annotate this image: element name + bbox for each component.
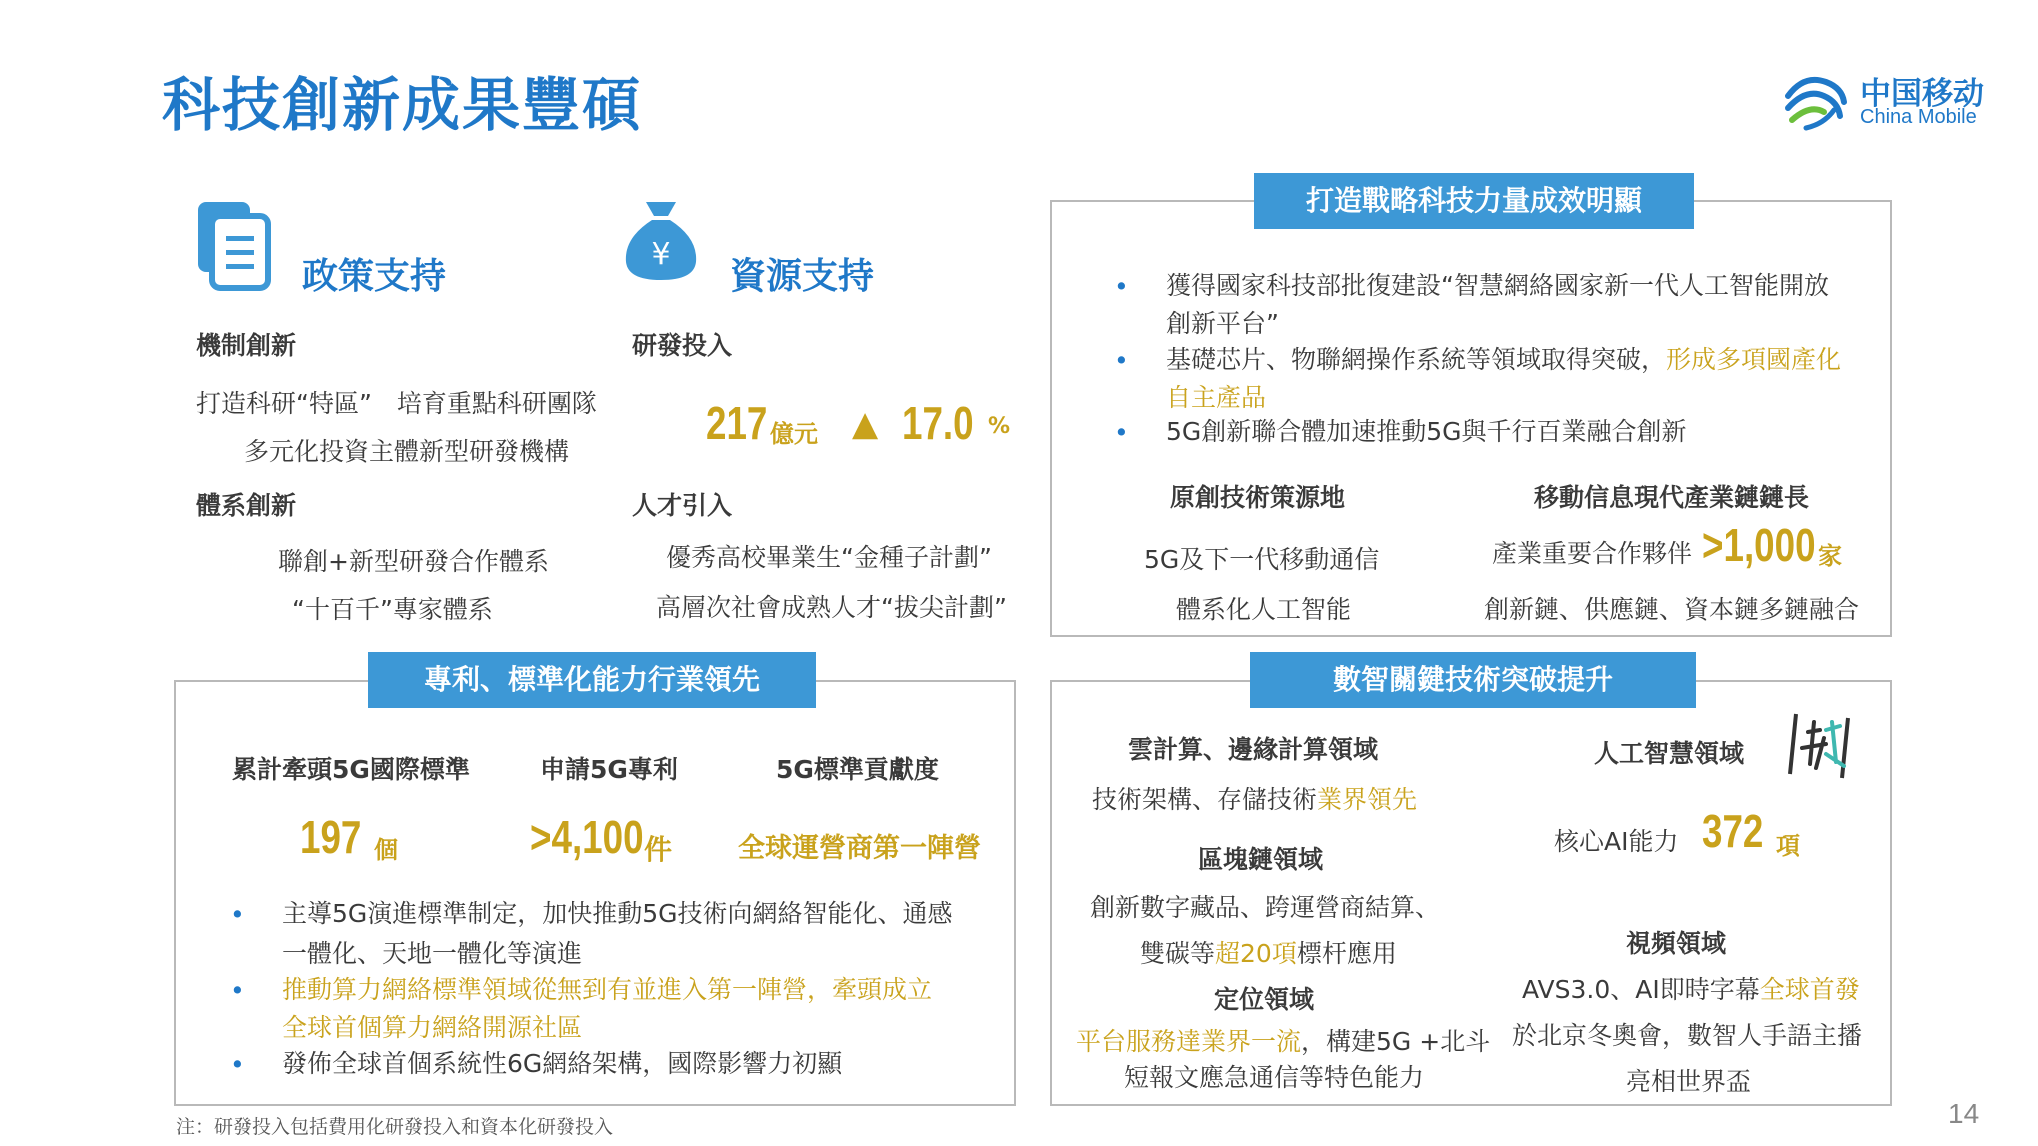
growth-value-group	[902, 396, 992, 450]
mechanism-line-2: 多元化投資主體新型研發機構	[244, 437, 570, 466]
ai-label: 核心AI能力	[1554, 827, 1679, 856]
strategy-bullet-2-line-1	[1166, 340, 1841, 376]
ai-value: 372	[1702, 805, 1764, 857]
patent-col1-title: 累計牽頭5G國際標準	[232, 755, 470, 784]
growth-unit: %	[988, 414, 1011, 439]
cloud-text-highlight: 業界領先	[1317, 785, 1418, 814]
position-line-1	[1076, 1022, 1490, 1058]
origin-title: 原創技術策源地	[1170, 483, 1346, 512]
policy-heading: 政策支持	[302, 256, 447, 297]
origin-line-1: 5G及下一代移動通信	[1144, 545, 1380, 574]
position-line-1-highlight: 平台服務達業界一流	[1076, 1027, 1302, 1056]
mechanism-line-1: 打造科研“特區” 培育重點科研團隊	[196, 389, 597, 418]
position-title: 定位領域	[1214, 985, 1315, 1014]
video-line-1-text: AVS3.0、AI即時字幕	[1522, 975, 1760, 1004]
logo-english-name: China Mobile	[1860, 106, 1977, 128]
footnote: 注：研發投入包括費用化研發投入和資本化研發投入	[176, 1116, 614, 1138]
video-line-1-highlight: 全球首發	[1759, 975, 1860, 1004]
patent-col2-value: >4,100	[530, 811, 644, 863]
patent-bullet-2-line-2: 全球首個算力網絡開源社區	[282, 1013, 583, 1042]
strategy-bullet-3: 5G創新聯合體加速推動5G與千行百業融合創新	[1166, 417, 1687, 446]
position-line-2: 短報文應急通信等特色能力	[1124, 1063, 1425, 1092]
growth-up-arrow-icon: ▲	[852, 404, 879, 444]
blockchain-line-1: 創新數字藏品、跨運營商結算、	[1090, 893, 1441, 922]
strategy-bullet-1-line-1: 獲得國家科技部批復建設“智慧網絡國家新一代人工智能開放	[1166, 271, 1829, 300]
growth-value: 17.0	[902, 397, 974, 449]
cloud-title: 雲計算、邊緣計算領域	[1128, 735, 1379, 764]
patent-col3-title: 5G標準貢獻度	[776, 755, 939, 784]
patent-bullet-2-line-1: 推動算力網絡標準領域從無到有並進入第一陣營，牽頭成立	[282, 975, 933, 1004]
strategy-bullet-2-dot: •	[1114, 346, 1129, 375]
system-line-2: “十百千”專家體系	[292, 595, 493, 624]
chain-line-2: 創新鏈、供應鏈、資本鏈多鏈融合	[1484, 595, 1860, 624]
money-bag-yen-glyph: ¥	[651, 237, 671, 272]
video-title: 視頻領域	[1626, 929, 1727, 958]
video-line-2: 於北京冬奧會，數智人手語主播	[1512, 1021, 1863, 1050]
origin-line-2: 體系化人工智能	[1176, 595, 1352, 624]
patent-col2-title: 申請5G專利	[540, 755, 678, 784]
patent-bullet-1-line-2: 一體化、天地一體化等演進	[282, 939, 583, 968]
system-title: 體系創新	[196, 491, 297, 520]
blockchain-title: 區塊鏈領域	[1198, 845, 1324, 874]
strategy-bullet-2-text: 基礎芯片、物聯網操作系統等領域取得突破，	[1166, 345, 1667, 374]
cloud-text	[1092, 780, 1417, 816]
strategy-bullet-1-line-2: 創新平台”	[1166, 309, 1279, 338]
position-line-1-text: ，構建5G +北斗	[1301, 1027, 1491, 1056]
strategy-bullet-2-line-2: 自主產品	[1166, 383, 1267, 412]
page-title: 科技創新成果豐碩	[162, 71, 643, 139]
strategy-bar: 打造戰略科技力量成效明顯	[1254, 173, 1694, 229]
talent-line-2: 高層次社會成熟人才“拔尖計劃”	[656, 593, 1007, 622]
patent-col1-unit: 個	[374, 836, 398, 864]
chain-partner-unit: 家	[1818, 542, 1842, 570]
blockchain-line-2	[1140, 934, 1397, 970]
patent-bullet-1-dot: •	[230, 900, 245, 929]
talent-line-1: 優秀高校畢業生“金種子計劃”	[666, 543, 992, 572]
blockchain-line-2-tail: 標杆應用	[1296, 939, 1397, 968]
chain-partner-value: >1,000	[1702, 519, 1816, 571]
ai-unit: 項	[1776, 832, 1800, 860]
rd-value: 217	[706, 397, 768, 449]
ai-value-group	[1702, 804, 1779, 858]
rd-title: 研發投入	[632, 331, 733, 360]
video-line-3: 亮相世界盃	[1626, 1067, 1752, 1096]
blockchain-line-2-highlight: 超20項	[1215, 939, 1297, 968]
patent-col2-unit: 件	[644, 833, 673, 866]
rd-unit: 億元	[770, 420, 818, 448]
strategy-bullet-1-dot: •	[1114, 272, 1129, 301]
cloud-text-main: 技術架構、存儲技術	[1092, 785, 1318, 814]
patent-bar: 專利、標準化能力行業領先	[368, 652, 816, 708]
patent-bullet-2-dot: •	[230, 976, 245, 1005]
patent-bullet-1-line-1: 主導5G演進標準制定，加快推動5G技術向網絡智能化、通感	[282, 899, 953, 928]
talent-title: 人才引入	[632, 491, 733, 520]
strategy-bullet-2-highlight: 形成多項國產化	[1666, 345, 1842, 374]
ai-title: 人工智慧領域	[1594, 739, 1745, 768]
blockchain-line-2-text: 雙碳等	[1140, 939, 1216, 968]
digital-bar: 數智關鍵技術突破提升	[1250, 652, 1696, 708]
patent-col1-value-group	[300, 810, 377, 864]
logo-chinese-name: 中国移动	[1860, 76, 1984, 112]
chain-partner-label: 產業重要合作夥伴	[1492, 539, 1693, 568]
strategy-bullet-3-dot: •	[1114, 418, 1129, 447]
system-line-1: 聯創+新型研發合作體系	[278, 547, 549, 576]
patent-bullet-3: 發佈全球首個系統性6G網絡架構，國際影響力初顯	[282, 1049, 843, 1078]
jiutian-ai-logo-icon	[1786, 708, 1858, 784]
patent-col3-value: 全球運營商第一陣營	[738, 833, 981, 864]
page-number: 14	[1948, 1098, 1980, 1129]
mechanism-title: 機制創新	[196, 331, 297, 360]
chain-title: 移動信息現代產業鏈鏈長	[1534, 483, 1810, 512]
document-icon	[196, 200, 274, 292]
china-mobile-logo-icon	[1780, 66, 1852, 138]
video-line-1	[1522, 970, 1860, 1006]
patent-bullet-3-dot: •	[230, 1050, 245, 1079]
patent-col1-value: 197	[300, 811, 362, 863]
resource-heading: 資源支持	[730, 256, 875, 297]
money-bag-icon	[622, 198, 700, 282]
china-mobile-logo	[1780, 62, 1990, 142]
